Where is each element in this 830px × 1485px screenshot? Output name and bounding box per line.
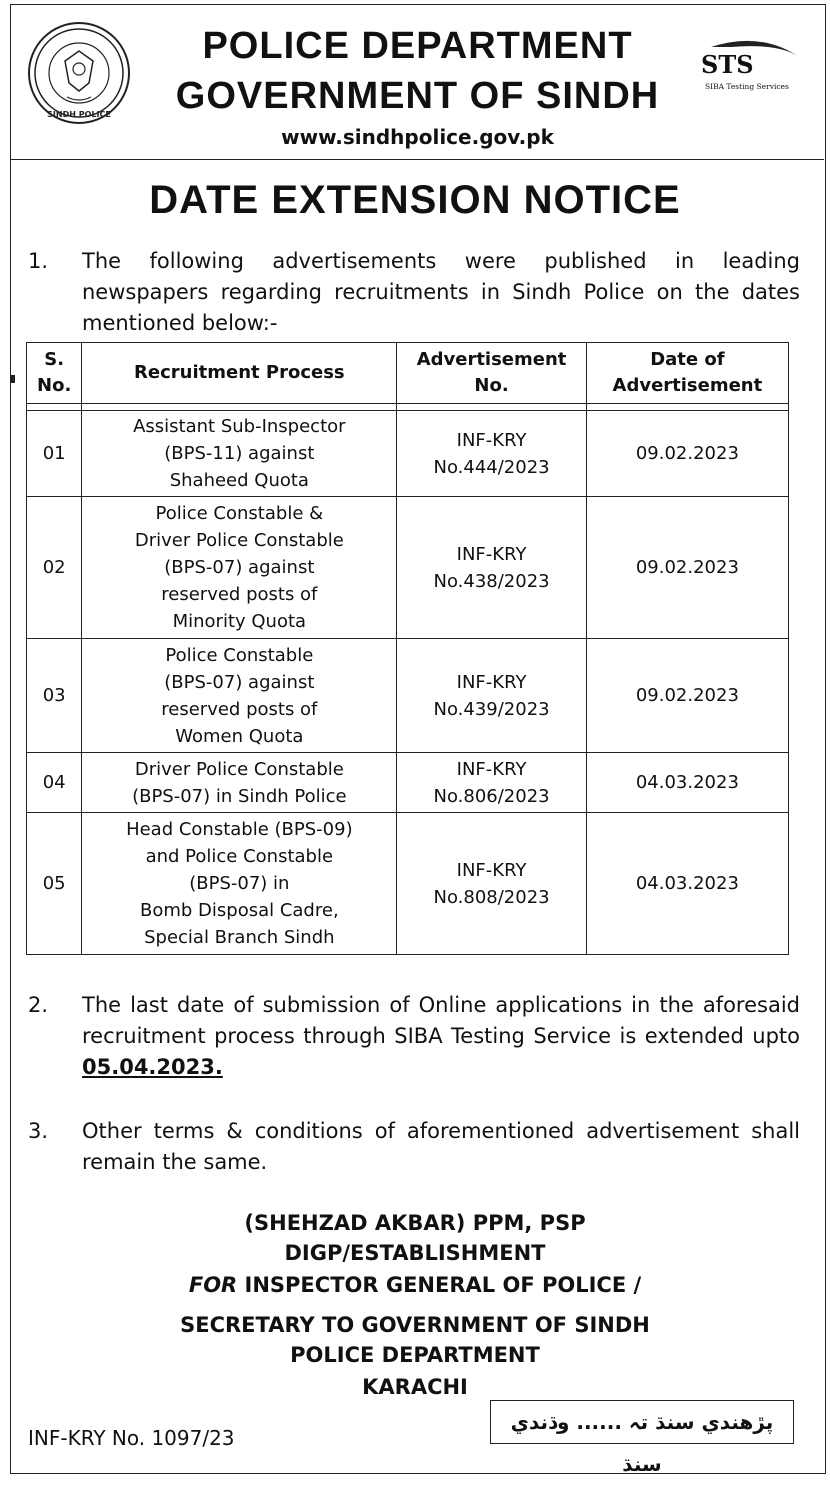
cell-sno [27,497,82,639]
sno-text: 02 [42,557,66,578]
process-line: Assistant Sub-Inspector [133,416,346,437]
government-title: GOVERNMENT OF SINDH [175,75,660,117]
cell-process [82,813,397,955]
adv-line: INF-KRY [456,671,527,693]
slogan-text: پڙهندي سنڌ تہ ...... وڌندي سنڌ [510,1410,774,1476]
paragraph-2-body: The last date of submission of Online applications in the aforesaid recruitment process through SIBA Testing Service is extended upto [82,993,800,1048]
adv-line: No.439/2023 [433,698,550,720]
cell-adv [397,639,586,753]
process-line: Minority Quota [172,611,307,632]
extended-date: 05.04.2023. [82,1055,223,1079]
table-row [27,813,789,955]
sno-text: 01 [42,443,66,464]
adv-line: INF-KRY [456,758,527,780]
department-title: POLICE DEPARTMENT [202,25,633,67]
process-line: Shaheed Quota [169,470,309,491]
process-line: Driver Police Constable [134,758,344,780]
cell-sno [27,411,82,497]
sts-logo-text: STS [701,50,754,79]
sno-text: 05 [42,873,66,894]
table-header-row [27,343,789,404]
cell-adv [397,497,586,639]
sno-text: 04 [42,772,66,793]
process-line: (BPS-07) against [164,671,315,693]
date-text: 09.02.2023 [635,685,739,706]
paragraph-number: 3. [28,1119,49,1143]
header [11,5,824,160]
process-line: Special Branch Sindh [144,927,335,948]
table-row [27,497,789,639]
seal-text: SINDH POLICE [47,110,111,119]
website-link[interactable]: www.sindhpolice.gov.pk [281,125,554,149]
signatory-department: POLICE DEPARTMENT [290,1343,540,1367]
for-word: FOR [188,1273,238,1297]
cell-process [82,753,397,813]
adv-line: INF-KRY [456,859,527,881]
adv-line: No.808/2023 [433,886,550,908]
cell-adv [397,753,586,813]
cell-date [586,639,788,753]
process-line: reserved posts of [161,584,318,605]
slogan-box [490,1400,794,1476]
cell-adv [397,411,586,497]
process-line: Women Quota [175,725,304,747]
process-line: Head Constable (BPS-09) [126,819,353,840]
adv-line: No.438/2023 [433,570,550,592]
adv-line: No.806/2023 [433,785,550,807]
cell-sno [27,753,82,813]
cell-date [586,753,788,813]
table-row [27,639,789,753]
table-row [27,753,789,813]
paragraph-text [82,990,800,1083]
process-line: Driver Police Constable [134,530,344,551]
process-line: Bomb Disposal Cadre, [139,900,339,921]
paragraph-2 [20,990,800,1083]
signatory-city: KARACHI [362,1375,468,1399]
header-spacer [27,404,789,411]
process-line: (BPS-07) in Sindh Police [132,785,347,807]
process-line: Police Constable & [155,503,324,524]
paragraph-text: Other terms & conditions of aforementioned advertisement shall remain the same. [82,1119,800,1174]
process-line: (BPS-07) in [189,873,290,894]
paragraph-1 [20,246,800,339]
sts-logo-icon [691,35,803,97]
cell-adv [397,813,586,955]
notice-title: DATE EXTENSION NOTICE [149,178,681,222]
cell-date [586,813,788,955]
date-text: 04.03.2023 [635,873,739,894]
table-row [27,411,789,497]
sno-text: 03 [42,685,66,706]
process-line: Police Constable [165,644,314,666]
header-adv: Advertisement No. [397,343,586,404]
paragraph-3 [20,1116,800,1178]
cell-sno [27,813,82,955]
adv-line: INF-KRY [456,429,527,451]
signatory-secretary: SECRETARY TO GOVERNMENT OF SINDH [180,1313,650,1337]
adv-line: INF-KRY [456,543,527,565]
for-rest: INSPECTOR GENERAL OF POLICE / [237,1273,642,1297]
date-text: 09.02.2023 [635,557,739,578]
cell-process [82,639,397,753]
header-process: Recruitment Process [82,343,397,404]
header-sno: S. No. [27,343,82,404]
signatory-for-line [0,1270,830,1301]
process-line: reserved posts of [161,698,318,720]
cell-date [586,411,788,497]
adv-line: No.444/2023 [433,456,550,478]
process-line: and Police Constable [145,846,334,867]
sts-logo-subtitle: SIBA Testing Services [705,82,789,91]
margin-tick [11,375,15,383]
paragraph-number: 1. [28,249,49,273]
paragraph-number: 2. [28,993,49,1017]
reference-number: INF-KRY No. 1097/23 [28,1426,235,1450]
signatory-name: (SHEHZAD AKBAR) PPM, PSP [244,1211,586,1235]
cell-date [586,497,788,639]
recruitment-table [26,342,789,955]
date-text: 09.02.2023 [635,443,739,464]
date-text: 04.03.2023 [635,772,739,793]
cell-sno [27,639,82,753]
paragraph-text: The following advertisements were published in leading newspapers regarding recruitments in Sindh Police on the dates mentioned below:- [82,249,800,335]
cell-process [82,411,397,497]
cell-process [82,497,397,639]
process-line: (BPS-11) against [164,443,315,464]
process-line: (BPS-07) against [164,557,315,578]
header-date: Date of Advertisement [586,343,788,404]
signatory-designation: DIGP/ESTABLISHMENT [284,1241,546,1265]
